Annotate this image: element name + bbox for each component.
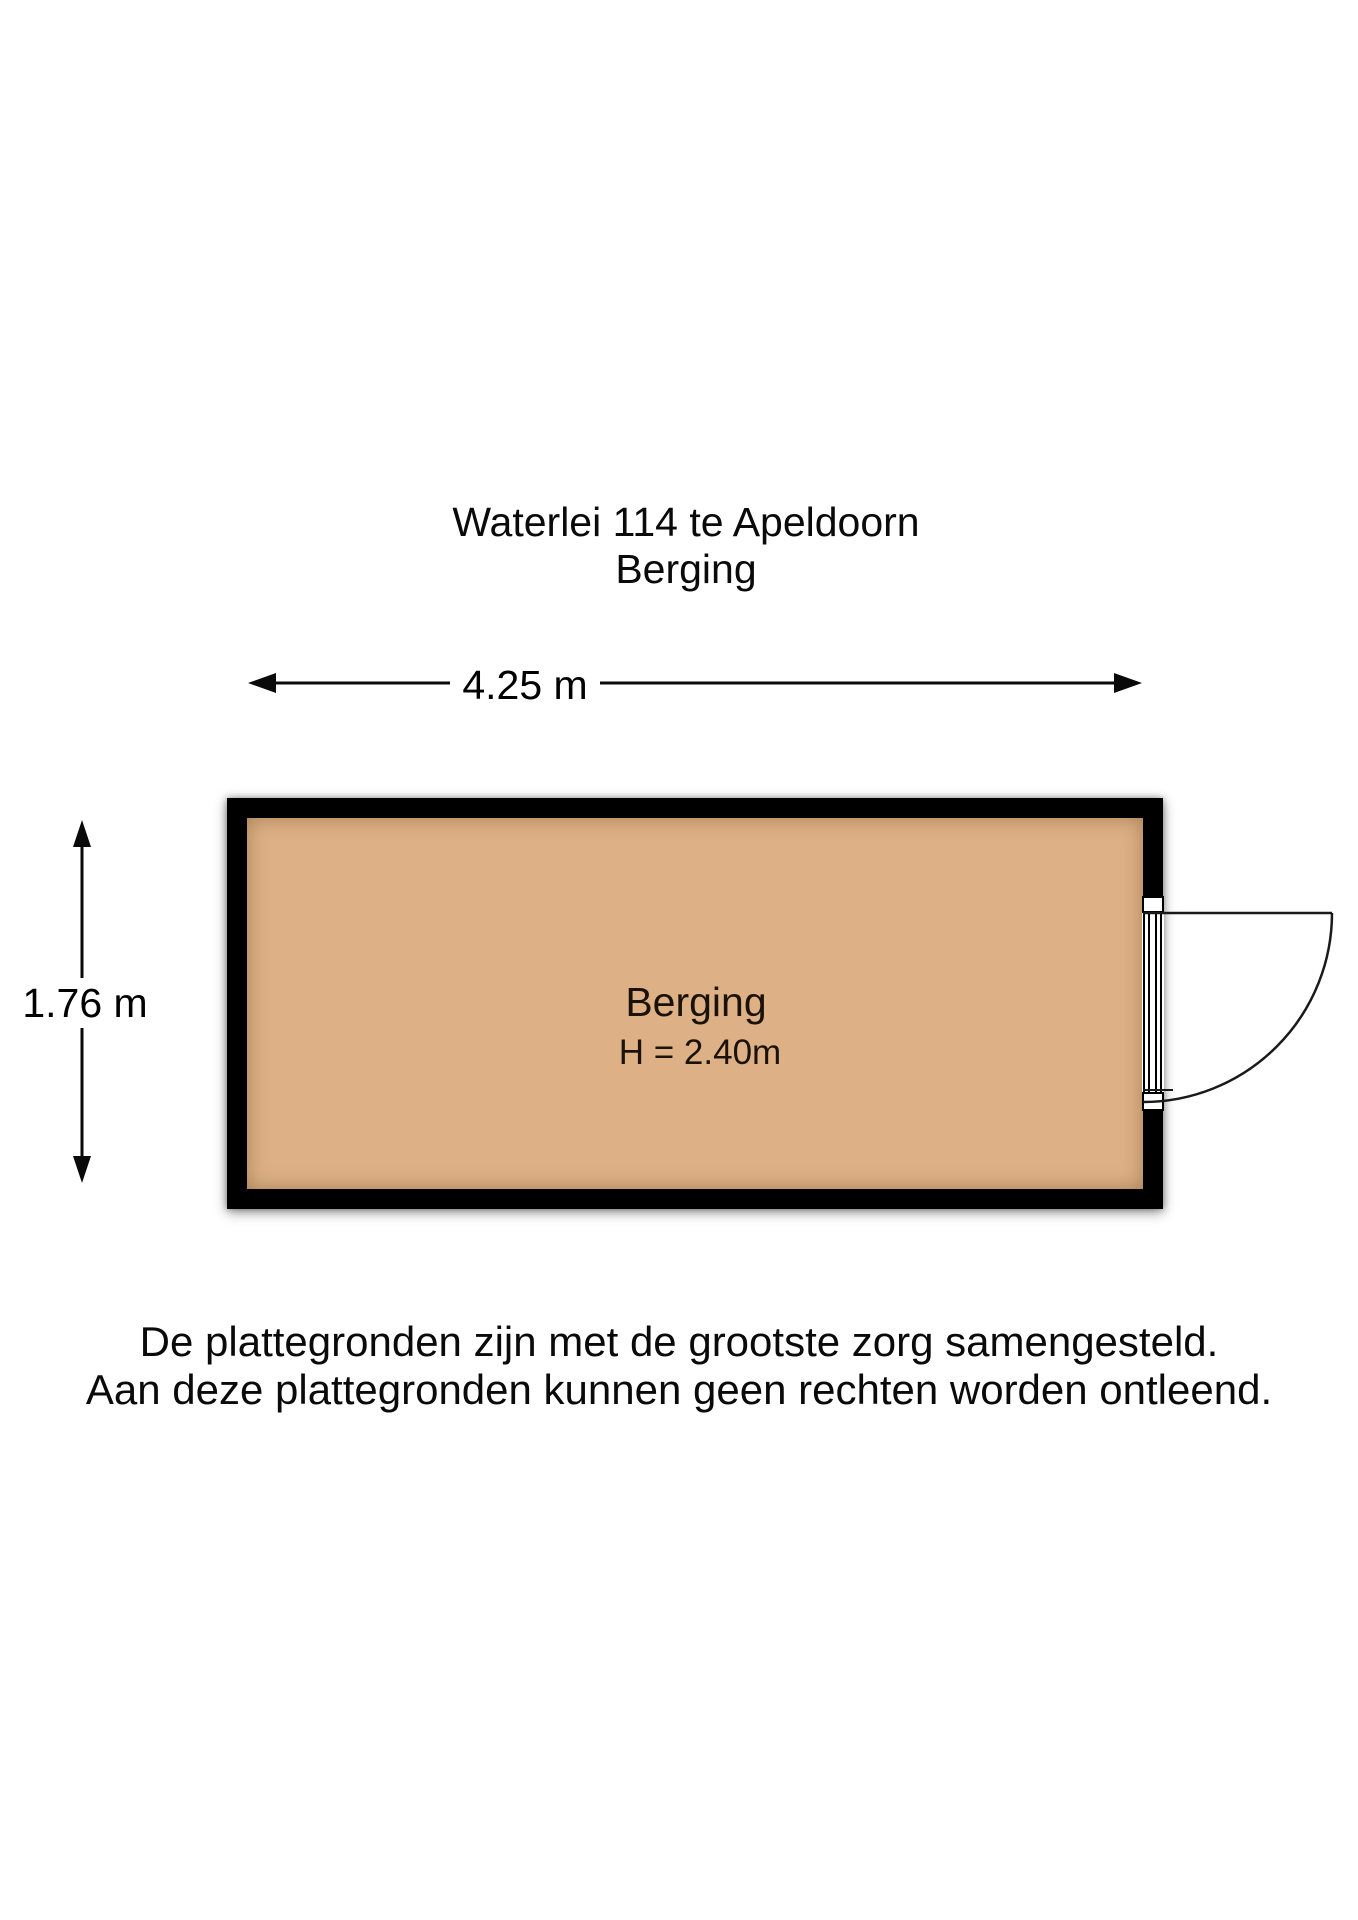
door bbox=[1142, 896, 1164, 1111]
room-name-label: Berging bbox=[625, 979, 767, 1025]
page-title bbox=[0, 499, 1358, 593]
page-title-floor: Berging bbox=[615, 546, 757, 592]
door-swing-icon bbox=[1143, 913, 1332, 1102]
room-ceiling-height-label: H = 2.40m bbox=[618, 1033, 782, 1072]
door-jamb-bottom bbox=[1142, 1092, 1164, 1111]
disclaimer-line-2: Aan deze plattegronden kunnen geen rechten worden ontleend. bbox=[85, 1366, 1273, 1413]
door-jamb-top bbox=[1142, 896, 1164, 913]
disclaimer-line-1: De plattegronden zijn met de grootste zorg samengesteld. bbox=[139, 1318, 1219, 1365]
height-dimension-label: 1.76 m bbox=[22, 980, 148, 1026]
width-dimension-arrow-icon bbox=[248, 673, 1142, 693]
width-dimension-label: 4.25 m bbox=[462, 662, 588, 708]
page-title-address: Waterlei 114 te Apeldoorn bbox=[452, 499, 920, 545]
door-leaf-icon bbox=[1143, 913, 1162, 1092]
disclaimer bbox=[0, 1318, 1358, 1414]
